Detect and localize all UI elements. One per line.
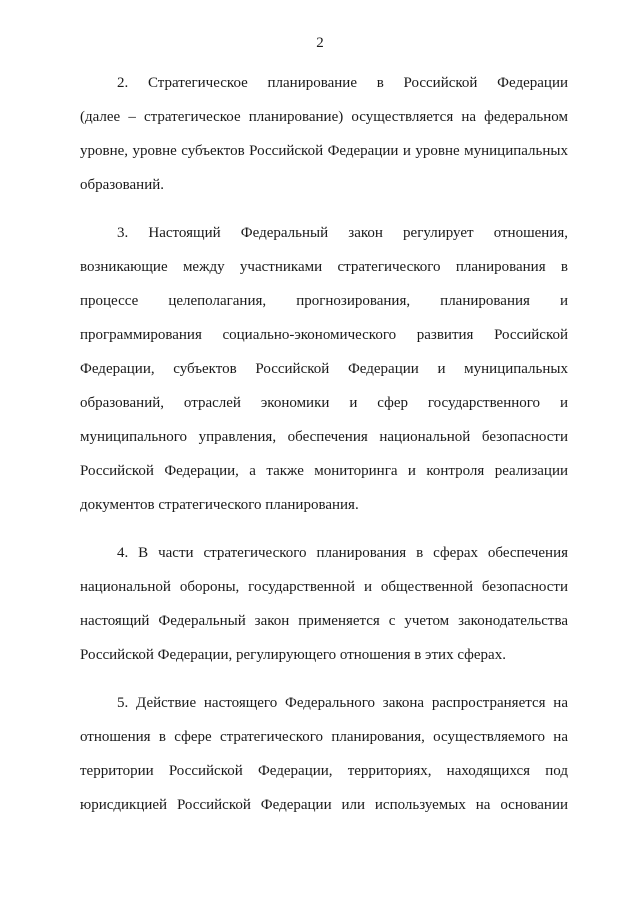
paragraph-line: возникающие между участниками стратегического планирования в bbox=[80, 259, 568, 275]
paragraph-line: национальной обороны, государственной и общественной безопасности bbox=[80, 579, 568, 595]
paragraph-3 bbox=[80, 216, 568, 522]
paragraph-line: отношения в сфере стратегического планирования, осуществляемого на bbox=[80, 729, 568, 745]
paragraph-line: юрисдикцией Российской Федерации или используемых на основании bbox=[80, 797, 568, 813]
paragraph-4 bbox=[80, 536, 568, 672]
paragraph-line: 5. Действие настоящего Федерального закона распространяется на bbox=[117, 695, 568, 711]
paragraph-2 bbox=[80, 66, 568, 202]
paragraph-line: Российской Федерации, регулирующего отношения в этих сферах. bbox=[80, 647, 506, 663]
paragraph-line: настоящий Федеральный закон применяется с учетом законодательства bbox=[80, 613, 568, 629]
paragraph-line: уровне, уровне субъектов Российской Федерации и уровне муниципальных bbox=[80, 143, 568, 159]
paragraph-line: документов стратегического планирования. bbox=[80, 497, 359, 513]
paragraph-line: программирования социально-экономического развития Российской bbox=[80, 327, 568, 343]
paragraph-line: территории Российской Федерации, территориях, находящихся под bbox=[80, 763, 568, 779]
paragraph-line: Федерации, субъектов Российской Федерации и муниципальных bbox=[80, 361, 568, 377]
paragraph-line: 3. Настоящий Федеральный закон регулирует отношения, bbox=[117, 225, 568, 241]
paragraph-line: образований. bbox=[80, 177, 165, 193]
paragraph-line: образований, отраслей экономики и сфер государственного и bbox=[80, 395, 568, 411]
page-number: 2 bbox=[316, 35, 324, 51]
paragraph-line: (далее – стратегическое планирование) осуществляется на федеральном bbox=[80, 109, 568, 125]
paragraph-line: процессе целеполагания, прогнозирования, планирования и bbox=[80, 293, 568, 309]
document-body bbox=[80, 66, 568, 836]
paragraph-line: Российской Федерации, а также мониторинга и контроля реализации bbox=[80, 463, 568, 479]
paragraph-line: муниципального управления, обеспечения национальной безопасности bbox=[80, 429, 568, 445]
paragraph-line: 2. Стратегическое планирование в Российской Федерации bbox=[117, 75, 568, 91]
paragraph-line: 4. В части стратегического планирования в сферах обеспечения bbox=[117, 545, 568, 561]
paragraph-5 bbox=[80, 686, 568, 822]
